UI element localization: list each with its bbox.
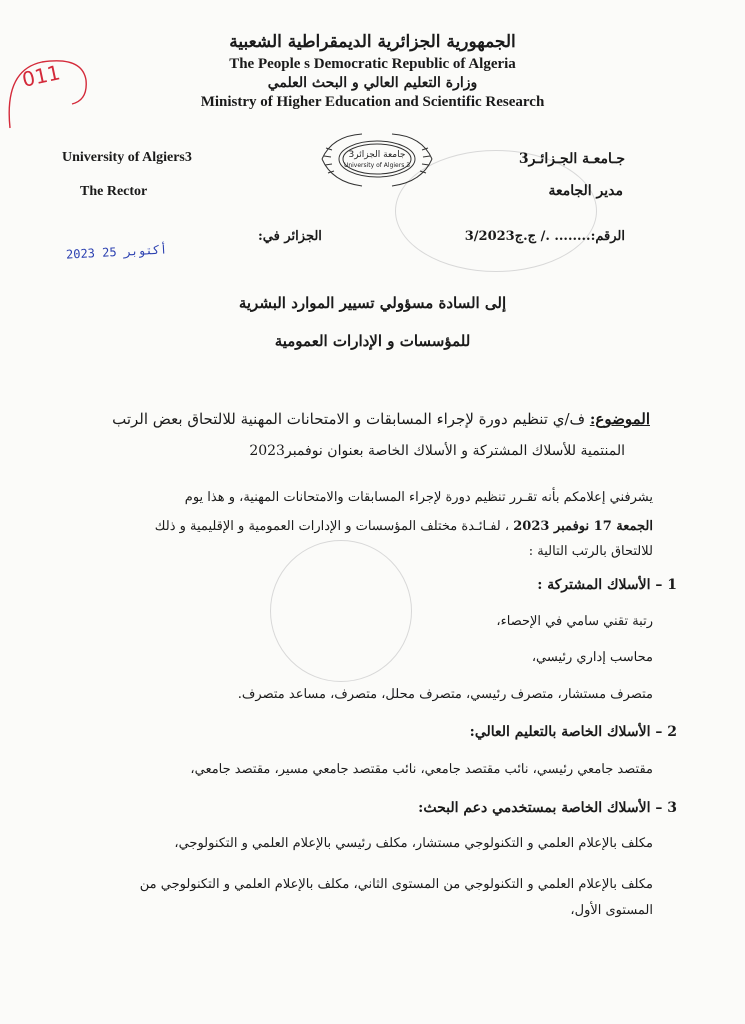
body-paragraph-1: يشرفني إعلامكم بأنه تقـرر تنظيم دورة لإجراء المسابقات والامتحانات المهنية، و هذا يوم	[184, 490, 653, 505]
exam-date: الجمعة 17 نوفمبر 2023	[513, 519, 653, 534]
bleed-stamp	[270, 540, 412, 682]
subject-line-2	[249, 443, 625, 459]
addressee-line-2: للمؤسسات و الإدارات العمومية	[274, 332, 471, 350]
section-1-item: متصرف مستشار، متصرف رئيسي، متصرف محلل، متصرف، مساعد متصرف.	[237, 687, 653, 702]
section-2-item: مقتصد جامعي رئيسي، نائب مقتصد جامعي، نائب مقتصد جامعي مسير، مقتصد جامعي،	[190, 762, 653, 777]
republic-en: The People s Democratic Republic of Algeria	[229, 56, 516, 72]
handwritten-number: 011	[19, 60, 63, 92]
subject-line-1	[112, 410, 650, 428]
university-name-ar: جـامعـة الجـزائـر3	[518, 151, 625, 167]
section-3-item: مكلف بالإعلام العلمي و التكنولوجي من المستوى الثاني، مكلف بالإعلام العلمي و التكنولوجي من	[139, 877, 653, 892]
subject-text-1: ف/ي تنظيم دورة لإجراء المسابقات و الامتحانات المهنية للالتحاق بعض الرتب	[112, 410, 586, 428]
rector-en: The Rector	[80, 184, 148, 199]
university-name-en: University of Algiers3	[62, 150, 192, 165]
ministry-en: Ministry of Higher Education and Scientific Research	[200, 94, 545, 110]
date-stamp: 2023 أكتوبر 25	[65, 242, 168, 262]
rector-ar: مدير الجامعة	[548, 183, 623, 199]
section-1-title: 1 – الأسلاك المشتركة :	[537, 577, 677, 593]
city-date-label: الجزائر في:	[258, 229, 322, 244]
section-2-title: 2 – الأسلاك الخاصة بالتعليم العالي:	[469, 724, 677, 740]
university-logo-icon	[312, 128, 442, 190]
body-paragraph-3: للالتحاق بالرتب التالية :	[528, 544, 653, 559]
reference-number: الرقم:.....‎...‎ ./ ج.ج3/2023	[464, 229, 625, 244]
logo-text-en: University of Algiers 3	[343, 162, 411, 169]
section-1-item: محاسب إداري رئيسي،	[531, 650, 653, 665]
handwritten-circle	[2, 50, 92, 140]
body-paragraph-2-rest: ، لفـائـدة مختلف المؤسسات و الإدارات العمومية و الإقليمية و ذلك	[154, 519, 510, 534]
ministry-ar: وزارة التعليم العالي و البحث العلمي	[267, 75, 478, 91]
addressee-line-1: إلى السادة مسؤولي تسيير الموارد البشرية	[238, 294, 507, 312]
subject-label: الموضوع:	[589, 410, 650, 428]
subject-text-2: المنتمية للأسلاك المشتركة و الأسلاك الخاصة بعنوان نوفمبر2023	[249, 443, 625, 459]
section-3-title: 3 – الأسلاك الخاصة بمستخدمي دعم البحث:	[418, 800, 677, 816]
logo-text-ar: جامعة الجزائر3	[348, 150, 406, 160]
section-1-item: رتبة تقني سامي في الإحصاء،	[496, 614, 653, 629]
section-3-item: مكلف بالإعلام العلمي و التكنولوجي مستشار، مكلف رئيسي بالإعلام العلمي و التكنولوجي،	[174, 836, 653, 851]
body-paragraph-2	[155, 519, 653, 534]
section-3-item: المستوى الأول،	[570, 903, 653, 918]
republic-ar: الجمهورية الجزائرية الديمقراطية الشعبية	[229, 32, 516, 52]
